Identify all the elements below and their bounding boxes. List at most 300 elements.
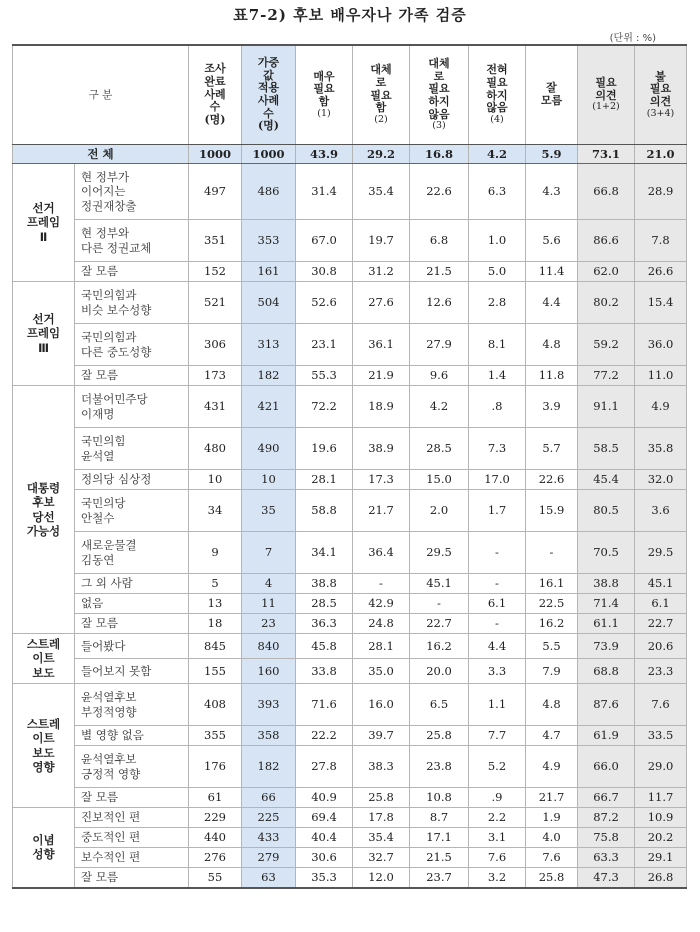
table-row xyxy=(13,366,687,386)
data-cell: 58.8 xyxy=(296,490,353,532)
group-label: 스트레 이트 보도 영향 xyxy=(13,684,75,808)
data-cell: 87.6 xyxy=(578,684,635,726)
data-cell: 12.6 xyxy=(410,282,469,324)
data-cell: 59.2 xyxy=(578,324,635,366)
data-cell: 16.1 xyxy=(526,574,578,594)
data-cell: 35.3 xyxy=(296,868,353,888)
data-cell: 10.8 xyxy=(410,788,469,808)
data-cell: 75.8 xyxy=(578,828,635,848)
table-row xyxy=(13,282,687,324)
table-row xyxy=(13,428,687,470)
data-cell: 17.3 xyxy=(353,470,410,490)
data-cell: 351 xyxy=(189,220,242,262)
data-cell: 7.6 xyxy=(469,848,526,868)
table-row xyxy=(13,324,687,366)
header-line: 잘 xyxy=(546,81,557,95)
data-cell: 1.1 xyxy=(469,684,526,726)
data-cell: 8.1 xyxy=(469,324,526,366)
data-cell: 16.2 xyxy=(410,634,469,659)
row-label: 현 정부와 다른 정권교체 xyxy=(75,220,189,262)
data-cell: 4.7 xyxy=(526,726,578,746)
data-cell: 33.5 xyxy=(635,726,687,746)
data-cell: 7.8 xyxy=(635,220,687,262)
header-line: 매우 xyxy=(313,69,335,83)
data-cell: 22.2 xyxy=(296,726,353,746)
total-cell: 5.9 xyxy=(526,145,578,164)
data-cell: 11.8 xyxy=(526,366,578,386)
data-cell: 22.7 xyxy=(635,614,687,634)
header-line: 함 xyxy=(318,94,330,108)
group-label: 스트레 이트 보도 xyxy=(13,634,75,684)
data-cell: 480 xyxy=(189,428,242,470)
data-cell: 38.8 xyxy=(296,574,353,594)
data-cell: 28.9 xyxy=(635,164,687,220)
group-label: 선거 프레임 Ⅱ xyxy=(13,164,75,282)
table-row xyxy=(13,659,687,684)
data-cell: 431 xyxy=(189,386,242,428)
row-label: 현 정부가 이어지는 정권재창출 xyxy=(75,164,189,220)
data-cell: 3.3 xyxy=(469,659,526,684)
data-cell: 15.9 xyxy=(526,490,578,532)
data-cell: 2.8 xyxy=(469,282,526,324)
header-col xyxy=(469,45,526,145)
data-cell: 40.4 xyxy=(296,828,353,848)
table-body xyxy=(13,145,687,888)
total-cell: 1000 xyxy=(189,145,242,164)
group-label: 선거 프레임 Ⅲ xyxy=(13,282,75,386)
data-cell: 11.4 xyxy=(526,262,578,282)
data-cell: 161 xyxy=(242,262,296,282)
data-cell: 22.5 xyxy=(526,594,578,614)
table-row xyxy=(13,164,687,220)
data-cell: 4.4 xyxy=(526,282,578,324)
data-cell: 35.4 xyxy=(353,164,410,220)
data-cell: 9.6 xyxy=(410,366,469,386)
data-cell: 4.9 xyxy=(526,746,578,788)
data-cell: 10.9 xyxy=(635,808,687,828)
group-label: 대통령 후보 당선 가능성 xyxy=(13,386,75,634)
data-cell: 29.1 xyxy=(635,848,687,868)
total-cell: 29.2 xyxy=(353,145,410,164)
data-cell: 28.5 xyxy=(410,428,469,470)
unit-note: (단위 : %) xyxy=(609,33,656,44)
data-cell: 66.8 xyxy=(578,164,635,220)
data-cell: 55 xyxy=(189,868,242,888)
data-cell: - xyxy=(410,594,469,614)
data-cell: 4 xyxy=(242,574,296,594)
data-cell: 17.0 xyxy=(469,470,526,490)
data-cell: 36.3 xyxy=(296,614,353,634)
header-col xyxy=(296,45,353,145)
header-line: 필요 xyxy=(486,75,508,89)
data-cell: 22.6 xyxy=(410,164,469,220)
data-cell: 66.7 xyxy=(578,788,635,808)
data-cell: 160 xyxy=(242,659,296,684)
data-cell: 840 xyxy=(242,634,296,659)
total-cell: 1000 xyxy=(242,145,296,164)
data-cell: 66.0 xyxy=(578,746,635,788)
data-cell: 3.6 xyxy=(635,490,687,532)
row-label: 중도적인 편 xyxy=(75,828,189,848)
header-line: 로 xyxy=(433,69,445,83)
data-cell: 7.3 xyxy=(469,428,526,470)
data-cell: 4.8 xyxy=(526,324,578,366)
data-cell: 67.0 xyxy=(296,220,353,262)
data-cell: .9 xyxy=(469,788,526,808)
data-cell: 225 xyxy=(242,808,296,828)
data-cell: 182 xyxy=(242,366,296,386)
row-label: 잘 모름 xyxy=(75,262,189,282)
header-line: 가중 xyxy=(257,56,280,70)
header-line: 모름 xyxy=(540,94,563,107)
header-col xyxy=(410,45,469,145)
table-row xyxy=(13,726,687,746)
total-row xyxy=(13,145,687,164)
data-cell: 15.0 xyxy=(410,470,469,490)
data-cell: 421 xyxy=(242,386,296,428)
data-cell: 2.2 xyxy=(469,808,526,828)
row-label: 보수적인 편 xyxy=(75,848,189,868)
total-cell: 4.2 xyxy=(469,145,526,164)
data-cell: 433 xyxy=(242,828,296,848)
header-sub: (4) xyxy=(490,113,504,125)
header-col xyxy=(526,45,578,145)
row-label: 정의당 심상정 xyxy=(75,470,189,490)
data-cell: 11.7 xyxy=(635,788,687,808)
row-label: 잘 모름 xyxy=(75,366,189,386)
header-line: (명) xyxy=(204,112,226,126)
total-cell: 16.8 xyxy=(410,145,469,164)
data-cell: 61.9 xyxy=(578,726,635,746)
data-cell: 39.7 xyxy=(353,726,410,746)
data-cell: 182 xyxy=(242,746,296,788)
data-cell: 58.5 xyxy=(578,428,635,470)
row-label: 잘 모름 xyxy=(75,614,189,634)
table-row xyxy=(13,574,687,594)
data-cell: 355 xyxy=(189,726,242,746)
data-cell: 9 xyxy=(189,532,242,574)
table-row xyxy=(13,386,687,428)
table-row xyxy=(13,848,687,868)
header-line: 필요 xyxy=(649,82,672,96)
data-cell: 80.5 xyxy=(578,490,635,532)
header-line: 사례 xyxy=(257,94,280,107)
row-label: 국민의당 안철수 xyxy=(75,490,189,532)
table-row xyxy=(13,262,687,282)
data-cell: 27.8 xyxy=(296,746,353,788)
data-cell: 71.6 xyxy=(296,684,353,726)
data-cell: 521 xyxy=(189,282,242,324)
header-line: 적용 xyxy=(257,81,280,95)
header-line: 하지 xyxy=(486,88,508,102)
data-cell: 33.8 xyxy=(296,659,353,684)
header-sub: (1+2) xyxy=(592,101,620,113)
data-cell: 36.1 xyxy=(353,324,410,366)
data-cell: 6.1 xyxy=(635,594,687,614)
data-cell: - xyxy=(469,532,526,574)
row-label: 새로운물결 김동연 xyxy=(75,532,189,574)
table-row xyxy=(13,220,687,262)
data-cell: 35.8 xyxy=(635,428,687,470)
row-label: 별 영향 없음 xyxy=(75,726,189,746)
data-cell: 63.3 xyxy=(578,848,635,868)
row-label: 국민의힘과 비슷 보수성향 xyxy=(75,282,189,324)
data-cell: 21.7 xyxy=(526,788,578,808)
header-line: 의견 xyxy=(595,88,617,102)
total-cell: 73.1 xyxy=(578,145,635,164)
row-label: 윤석열후보 부정적영향 xyxy=(75,684,189,726)
data-cell: 845 xyxy=(189,634,242,659)
header-col xyxy=(635,45,687,145)
header-sub: (3+4) xyxy=(646,107,675,119)
data-cell: 26.6 xyxy=(635,262,687,282)
header-line: 사례 xyxy=(204,87,226,101)
row-label: 국민의힘과 다른 중도성향 xyxy=(75,324,189,366)
data-cell: 18 xyxy=(189,614,242,634)
data-cell: 42.9 xyxy=(353,594,410,614)
data-cell: 70.5 xyxy=(578,532,635,574)
data-cell: 3.1 xyxy=(469,828,526,848)
data-cell: 52.6 xyxy=(296,282,353,324)
data-cell: 358 xyxy=(242,726,296,746)
data-cell: 86.6 xyxy=(578,220,635,262)
header-line: 하지 xyxy=(428,94,450,108)
data-cell: 313 xyxy=(242,324,296,366)
row-label: 없음 xyxy=(75,594,189,614)
data-cell: 497 xyxy=(189,164,242,220)
header-line: 대체 xyxy=(428,56,450,70)
data-cell: 36.4 xyxy=(353,532,410,574)
data-cell: 11.0 xyxy=(635,366,687,386)
data-cell: 4.9 xyxy=(635,386,687,428)
data-cell: 12.0 xyxy=(353,868,410,888)
data-cell: 27.9 xyxy=(410,324,469,366)
data-cell: 7.9 xyxy=(526,659,578,684)
header-line: (명) xyxy=(257,119,280,133)
header-line: 수 xyxy=(209,100,221,114)
header-category: 구 분 xyxy=(13,45,189,145)
data-cell: 408 xyxy=(189,684,242,726)
header-line: 필요 xyxy=(313,82,335,96)
total-cell: 43.9 xyxy=(296,145,353,164)
data-cell: 71.4 xyxy=(578,594,635,614)
data-cell: 19.7 xyxy=(353,220,410,262)
row-label: 들어봤다 xyxy=(75,634,189,659)
data-cell: 3.9 xyxy=(526,386,578,428)
data-cell: 152 xyxy=(189,262,242,282)
data-cell: 21.5 xyxy=(410,848,469,868)
data-cell: 28.5 xyxy=(296,594,353,614)
data-cell: 21.9 xyxy=(353,366,410,386)
data-cell: 38.3 xyxy=(353,746,410,788)
data-cell: 32.0 xyxy=(635,470,687,490)
header-line: 필요 xyxy=(595,75,617,89)
data-cell: 17.1 xyxy=(410,828,469,848)
data-cell: 62.0 xyxy=(578,262,635,282)
data-cell: 5.6 xyxy=(526,220,578,262)
data-cell: 20.2 xyxy=(635,828,687,848)
data-cell: 61 xyxy=(189,788,242,808)
table-row xyxy=(13,808,687,828)
table-row xyxy=(13,788,687,808)
survey-table xyxy=(12,44,687,889)
row-label: 국민의힘 윤석열 xyxy=(75,428,189,470)
data-cell: 45.8 xyxy=(296,634,353,659)
data-cell: 23.1 xyxy=(296,324,353,366)
data-cell: 393 xyxy=(242,684,296,726)
data-cell: 80.2 xyxy=(578,282,635,324)
header-col xyxy=(578,45,635,145)
data-cell: 1.9 xyxy=(526,808,578,828)
header-line: 필요 xyxy=(428,82,450,96)
data-cell: 23 xyxy=(242,614,296,634)
data-cell: 77.2 xyxy=(578,366,635,386)
data-cell: 21.7 xyxy=(353,490,410,532)
data-cell: 38.9 xyxy=(353,428,410,470)
data-cell: 7.7 xyxy=(469,726,526,746)
header-sub: (1) xyxy=(317,107,331,119)
data-cell: - xyxy=(469,574,526,594)
header-col xyxy=(242,45,296,145)
data-cell: 22.6 xyxy=(526,470,578,490)
data-cell: 7.6 xyxy=(635,684,687,726)
row-label: 들어보지 못함 xyxy=(75,659,189,684)
header-row xyxy=(13,45,687,145)
data-cell: 6.5 xyxy=(410,684,469,726)
row-label: 그 외 사람 xyxy=(75,574,189,594)
header-line: 함 xyxy=(375,101,387,115)
data-cell: 4.8 xyxy=(526,684,578,726)
data-cell: 35.4 xyxy=(353,828,410,848)
data-cell: 16.0 xyxy=(353,684,410,726)
row-label: 진보적인 편 xyxy=(75,808,189,828)
data-cell: 30.6 xyxy=(296,848,353,868)
data-cell: 72.2 xyxy=(296,386,353,428)
table-row xyxy=(13,594,687,614)
header-sub: (2) xyxy=(374,113,388,125)
data-cell: 29.5 xyxy=(635,532,687,574)
data-cell: 6.8 xyxy=(410,220,469,262)
data-cell: 4.2 xyxy=(410,386,469,428)
data-cell: 7 xyxy=(242,532,296,574)
table-row xyxy=(13,684,687,726)
data-cell: 68.8 xyxy=(578,659,635,684)
row-label: 윤석열후보 긍정적 영향 xyxy=(75,746,189,788)
data-cell: 2.0 xyxy=(410,490,469,532)
table-row xyxy=(13,828,687,848)
header-line: 조사 xyxy=(204,62,226,76)
data-cell: 25.8 xyxy=(353,788,410,808)
data-cell: 11 xyxy=(242,594,296,614)
row-label: 잘 모름 xyxy=(75,788,189,808)
data-cell: 31.4 xyxy=(296,164,353,220)
data-cell: 504 xyxy=(242,282,296,324)
data-cell: 29.5 xyxy=(410,532,469,574)
data-cell: 87.2 xyxy=(578,808,635,828)
data-cell: 23.3 xyxy=(635,659,687,684)
data-cell: 5 xyxy=(189,574,242,594)
data-cell: 40.9 xyxy=(296,788,353,808)
group-label: 이념 성향 xyxy=(13,808,75,888)
header-line: 필요 xyxy=(370,88,392,102)
data-cell: 5.0 xyxy=(469,262,526,282)
data-cell: 353 xyxy=(242,220,296,262)
header-line: 않음 xyxy=(428,107,450,121)
header-line: 값 xyxy=(263,68,274,82)
data-cell: 24.8 xyxy=(353,614,410,634)
data-cell: 13 xyxy=(189,594,242,614)
data-cell: 155 xyxy=(189,659,242,684)
data-cell: 47.3 xyxy=(578,868,635,888)
header-line: 수 xyxy=(263,106,274,120)
data-cell: 20.6 xyxy=(635,634,687,659)
data-cell: 229 xyxy=(189,808,242,828)
data-cell: 28.1 xyxy=(353,634,410,659)
table-row xyxy=(13,532,687,574)
data-cell: .8 xyxy=(469,386,526,428)
data-cell: 25.8 xyxy=(526,868,578,888)
data-cell: 486 xyxy=(242,164,296,220)
data-cell: 61.1 xyxy=(578,614,635,634)
data-cell: 4.3 xyxy=(526,164,578,220)
data-cell: 6.3 xyxy=(469,164,526,220)
data-cell: 1.4 xyxy=(469,366,526,386)
data-cell: 32.7 xyxy=(353,848,410,868)
header-line: 전혀 xyxy=(486,63,508,77)
data-cell: 69.4 xyxy=(296,808,353,828)
data-cell: 10 xyxy=(242,470,296,490)
data-cell: - xyxy=(469,614,526,634)
data-cell: 30.8 xyxy=(296,262,353,282)
total-label: 전 체 xyxy=(13,145,189,164)
header-line: 않음 xyxy=(486,101,508,115)
data-cell: 5.2 xyxy=(469,746,526,788)
data-cell: 276 xyxy=(189,848,242,868)
header-col xyxy=(353,45,410,145)
data-cell: 55.3 xyxy=(296,366,353,386)
data-cell: 16.2 xyxy=(526,614,578,634)
data-cell: 45.1 xyxy=(410,574,469,594)
data-cell: 34 xyxy=(189,490,242,532)
data-cell: 34.1 xyxy=(296,532,353,574)
data-cell: 73.9 xyxy=(578,634,635,659)
header-line: 대체 xyxy=(370,63,392,77)
table-row xyxy=(13,634,687,659)
data-cell: 4.0 xyxy=(526,828,578,848)
header-sub: (3) xyxy=(432,120,446,132)
data-cell: 4.4 xyxy=(469,634,526,659)
data-cell: 38.8 xyxy=(578,574,635,594)
header-line: 완료 xyxy=(204,75,226,89)
data-cell: 28.1 xyxy=(296,470,353,490)
data-cell: 7.6 xyxy=(526,848,578,868)
data-cell: 1.0 xyxy=(469,220,526,262)
data-cell: 8.7 xyxy=(410,808,469,828)
data-cell: 23.7 xyxy=(410,868,469,888)
header-line: 불 xyxy=(655,69,666,83)
data-cell: 1.7 xyxy=(469,490,526,532)
data-cell: 279 xyxy=(242,848,296,868)
data-cell: 306 xyxy=(189,324,242,366)
data-cell: - xyxy=(526,532,578,574)
data-cell: 35 xyxy=(242,490,296,532)
data-cell: 5.5 xyxy=(526,634,578,659)
data-cell: 66 xyxy=(242,788,296,808)
data-cell: 3.2 xyxy=(469,868,526,888)
data-cell: 31.2 xyxy=(353,262,410,282)
header-line: 로 xyxy=(375,75,387,89)
data-cell: 23.8 xyxy=(410,746,469,788)
